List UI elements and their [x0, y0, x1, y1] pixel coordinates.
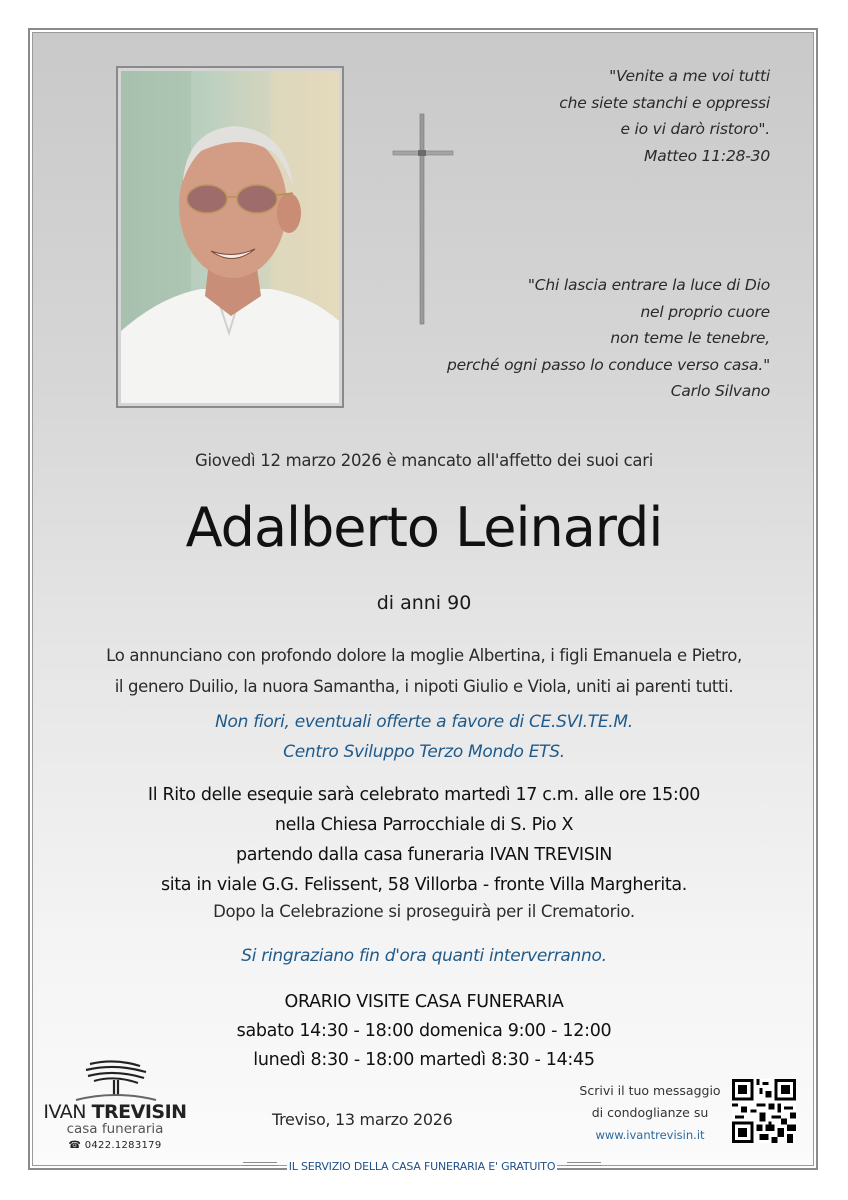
- logo-name: [40, 1102, 190, 1122]
- logo-name-light: IVAN: [43, 1101, 87, 1123]
- charity-line: Centro Sviluppo Terzo Mondo ETS.: [283, 742, 565, 762]
- qr-code-icon[interactable]: [732, 1079, 796, 1143]
- cremation-note: Dopo la Celebrazione si proseguirà per il Crematorio.: [213, 902, 635, 921]
- footer-text: IL SERVIZIO DELLA CASA FUNERARIA E' GRATUITO: [288, 1159, 556, 1173]
- quote-line: nel proprio cuore: [640, 302, 770, 321]
- website-link[interactable]: www.ivantrevisin.it: [595, 1128, 705, 1142]
- portrait-illustration: [121, 71, 339, 403]
- funeral-line: Il Rito delle esequie sarà celebrato martedì 17 c.m. alle ore 15:00: [147, 785, 701, 805]
- charity-line: Non fiori, eventuali offerte a favore di CE.SVI.TE.M.: [215, 712, 633, 732]
- condolences-info: [570, 1080, 730, 1146]
- funeral-line: nella Chiesa Parrocchiale di S. Pio X: [274, 815, 574, 835]
- quote-line: e io vi darò ristoro".: [620, 120, 770, 138]
- portrait-photo: [121, 71, 339, 403]
- deceased-age: di anni 90: [376, 592, 472, 614]
- phone-24h-icon: ☎: [68, 1140, 82, 1151]
- quote-source: Carlo Silvano: [670, 382, 770, 400]
- visiting-hours-line: sabato 14:30 - 18:00 domenica 9:00 - 12:00: [236, 1021, 612, 1041]
- family-line: Lo annunciano con profondo dolore la moglie Albertina, i figli Emanuela e Pietro,: [106, 646, 742, 665]
- funeral-line: partendo dalla casa funeraria IVAN TREVISIN: [235, 845, 613, 865]
- quote-line: che siete stanchi e oppressi: [559, 93, 770, 112]
- logo-phone[interactable]: [40, 1140, 190, 1151]
- funeral-details: [0, 780, 848, 900]
- visiting-hours-title: ORARIO VISITE CASA FUNERARIA: [284, 992, 564, 1012]
- quote-line: "Chi lascia entrare la luce di Dio: [527, 276, 770, 294]
- portrait-frame: [116, 66, 344, 408]
- logo-subtitle: casa funeraria: [66, 1121, 164, 1137]
- footer-divider-left: [243, 1162, 277, 1170]
- logo-name-bold: TREVISIN: [91, 1101, 187, 1123]
- funeral-line: sita in viale G.G. Felissent, 58 Villorba - fronte Villa Margherita.: [161, 875, 687, 895]
- condolences-line: Scrivi il tuo messaggio: [579, 1083, 721, 1098]
- footer-divider-right: [567, 1162, 601, 1170]
- family-announcement: [0, 640, 848, 702]
- bible-quote: [559, 63, 770, 169]
- quote-line: "Venite a me voi tutti: [609, 67, 770, 85]
- poem-quote: [447, 272, 770, 405]
- quote-line: non teme le tenebre,: [610, 329, 770, 347]
- phone-number: 0422.1283179: [84, 1140, 162, 1151]
- family-line: il genero Duilio, la nuora Samantha, i nipoti Giulio e Viola, uniti ai parenti tutti.: [114, 677, 734, 696]
- charity-note: [0, 707, 848, 767]
- funeral-home-logo: [40, 1058, 190, 1158]
- cross-icon: [392, 112, 454, 326]
- visiting-hours-line: lunedì 8:30 - 18:00 martedì 8:30 - 14:45: [253, 1050, 595, 1070]
- thanks-note: Si ringraziano fin d'ora quanti interverranno.: [241, 946, 607, 966]
- condolences-line: di condoglianze su: [591, 1105, 709, 1120]
- death-announcement: Giovedì 12 marzo 2026 è mancato all'affetto dei suoi cari: [194, 451, 654, 470]
- tree-logo-icon: [70, 1058, 160, 1102]
- deceased-name: Adalberto Leinardi: [185, 496, 663, 559]
- footer-banner: [230, 1155, 614, 1177]
- quote-source: Matteo 11:28-30: [644, 146, 770, 165]
- place-date: Treviso, 13 marzo 2026: [272, 1110, 453, 1129]
- quote-line: perché ogni passo lo conduce verso casa.": [446, 355, 770, 374]
